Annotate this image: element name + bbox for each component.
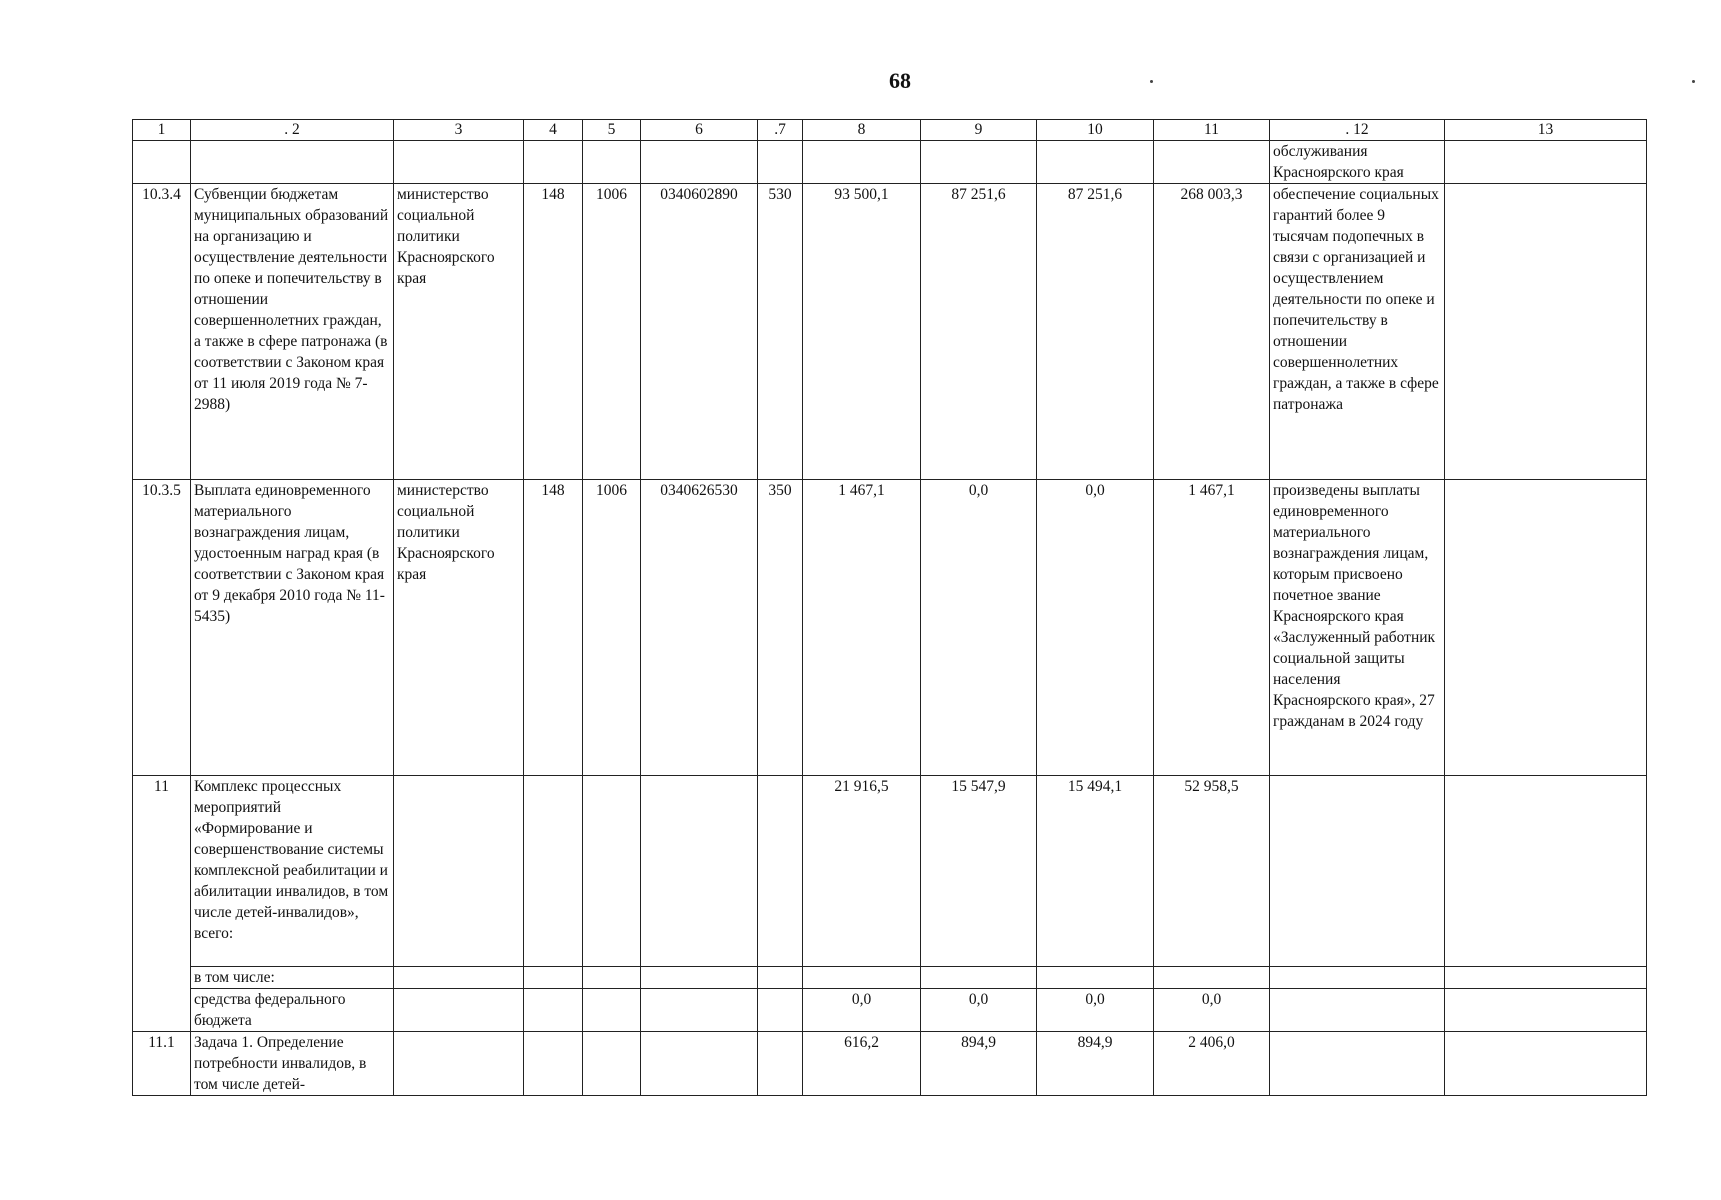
amount-cell: 1 467,1: [803, 480, 921, 776]
row-number: 11: [133, 776, 191, 1032]
budget-table: [132, 119, 1647, 1096]
table-row: [133, 967, 1647, 989]
amount-cell: 0,0: [921, 480, 1037, 776]
amount-cell: 21 916,5: [803, 776, 921, 967]
header-cell: .7: [758, 120, 803, 141]
code-cell: 1006: [583, 184, 641, 480]
code-cell: 530: [758, 184, 803, 480]
executor: министерство социальной политики Красноярского края: [394, 480, 524, 776]
page-number: 68: [889, 68, 911, 93]
header-cell: 3: [394, 120, 524, 141]
amount-cell: 87 251,6: [1037, 184, 1154, 480]
executor: [394, 776, 524, 967]
note-cell: [1445, 480, 1647, 776]
note-cell: [1445, 776, 1647, 967]
amount-cell: 894,9: [921, 1032, 1037, 1096]
result-cell: [1270, 776, 1445, 967]
code-cell: 148: [524, 480, 583, 776]
header-cell: . 2: [191, 120, 394, 141]
code-cell: 1006: [583, 480, 641, 776]
note-cell: [1445, 184, 1647, 480]
row-number: 10.3.4: [133, 184, 191, 480]
amount-cell: 894,9: [1037, 1032, 1154, 1096]
header-cell: 13: [1445, 120, 1647, 141]
table-row: [133, 776, 1647, 967]
amount-cell: 52 958,5: [1154, 776, 1270, 967]
header-cell: 4: [524, 120, 583, 141]
code-cell: 148: [524, 184, 583, 480]
code-cell: 0340602890: [641, 184, 758, 480]
amount-cell: 87 251,6: [921, 184, 1037, 480]
header-cell: 10: [1037, 120, 1154, 141]
amount-cell: 15 494,1: [1037, 776, 1154, 967]
amount-cell: 0,0: [1154, 989, 1270, 1032]
header-cell: 1: [133, 120, 191, 141]
activity-name: Субвенции бюджетам муниципальных образований на организацию и осуществление деятельности по опеке и попечительству в отношении совершеннолетних граждан, а также в сфере патронажа (в соответствии с Законом края от 11 июля 2019 года № 7-2988): [191, 184, 394, 480]
code-cell: 0340626530: [641, 480, 758, 776]
result-cell: произведены выплаты единовременного материального вознаграждения лицам, которым присвоено почетное звание Красноярского края «Заслуженный работник социальной защиты населения Красноярского края», 27 гражданам в 2024 году: [1270, 480, 1445, 776]
executor: министерство социальной политики Красноярского края: [394, 184, 524, 480]
amount-cell: 616,2: [803, 1032, 921, 1096]
header-cell: 9: [921, 120, 1037, 141]
row-number: 11.1: [133, 1032, 191, 1096]
table-row: [133, 989, 1647, 1032]
table-row: [133, 184, 1647, 480]
row-number: 10.3.5: [133, 480, 191, 776]
amount-cell: 2 406,0: [1154, 1032, 1270, 1096]
header-row: [133, 120, 1647, 141]
code-cell: [524, 776, 583, 967]
activity-name: Комплекс процессных мероприятий «Формирование и совершенствование системы комплексной реабилитации и абилитации инвалидов, в том числе детей-инвалидов», всего:: [191, 776, 394, 967]
header-cell: 6: [641, 120, 758, 141]
amount-cell: 268 003,3: [1154, 184, 1270, 480]
funding-source: средства федерального бюджета: [191, 989, 394, 1032]
code-cell: [583, 776, 641, 967]
header-cell: . 12: [1270, 120, 1445, 141]
amount-cell: 0,0: [1037, 480, 1154, 776]
header-cell: 11: [1154, 120, 1270, 141]
amount-cell: 0,0: [803, 989, 921, 1032]
activity-name: Выплата единовременного материального вознаграждения лицам, удостоенным наград края (в соответствии с Законом края от 9 декабря 2010 года № 11-5435): [191, 480, 394, 776]
code-cell: [758, 776, 803, 967]
amount-cell: 93 500,1: [803, 184, 921, 480]
table-row: [133, 480, 1647, 776]
code-cell: 350: [758, 480, 803, 776]
result-cell: обслуживания Красноярского края: [1270, 141, 1445, 184]
header-cell: 8: [803, 120, 921, 141]
scan-speck: [1150, 80, 1153, 83]
activity-name: Задача 1. Определение потребности инвалидов, в том числе детей-: [191, 1032, 394, 1096]
amount-cell: 15 547,9: [921, 776, 1037, 967]
continuation-row: [133, 141, 1647, 184]
amount-cell: 0,0: [1037, 989, 1154, 1032]
table-row: [133, 1032, 1647, 1096]
header-cell: 5: [583, 120, 641, 141]
result-cell: обеспечение социальных гарантий более 9 тысячам подопечных в связи с организацией и осуществлением деятельности по опеке и попечительству в отношении совершеннолетних граждан, а также в сфере патронажа: [1270, 184, 1445, 480]
amount-cell: 0,0: [921, 989, 1037, 1032]
including-label: в том числе:: [191, 967, 394, 989]
code-cell: [641, 776, 758, 967]
amount-cell: 1 467,1: [1154, 480, 1270, 776]
scan-speck: [1692, 80, 1695, 83]
